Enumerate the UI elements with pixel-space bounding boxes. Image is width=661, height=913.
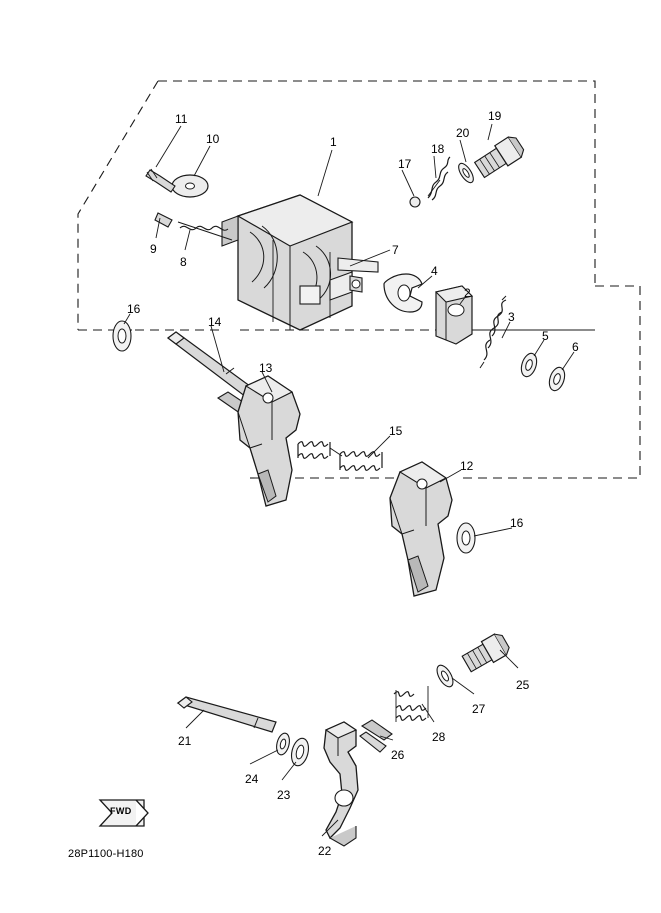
- callout-number-27: 27: [472, 702, 486, 716]
- callout-number-7: 7: [392, 243, 399, 257]
- callout-number-18: 18: [431, 142, 445, 156]
- callout-number-24: 24: [245, 772, 259, 786]
- callout-number-2: 2: [464, 286, 471, 300]
- callout-number-12: 12: [460, 459, 474, 473]
- callout-number-9: 9: [150, 242, 157, 256]
- callout-number-4: 4: [431, 264, 438, 278]
- callout-number-8: 8: [180, 255, 187, 269]
- callout-number-11: 11: [175, 112, 188, 126]
- callout-number-19: 19: [488, 109, 502, 123]
- callout-number-28: 28: [432, 730, 446, 744]
- fwd-direction-label: FWD: [110, 806, 132, 816]
- callout-number-21: 21: [178, 734, 192, 748]
- callout-number-22: 22: [318, 844, 332, 858]
- callout-number-10: 10: [206, 132, 220, 146]
- callout-number-14: 14: [208, 315, 222, 329]
- callout-number-17: 17: [398, 157, 412, 171]
- part-code-label: 28P1100-H180: [68, 848, 144, 860]
- callout-number-26: 26: [391, 748, 405, 762]
- callout-number-25: 25: [516, 678, 530, 692]
- callout-number-3: 3: [508, 310, 515, 324]
- callout-number-6: 6: [572, 340, 579, 354]
- callout-number-13: 13: [259, 361, 273, 375]
- callout-number-15: 15: [389, 424, 403, 438]
- callout-number-1: 1: [330, 135, 337, 149]
- callout-number-23: 23: [277, 788, 291, 802]
- callout-number-16a: 16: [127, 302, 141, 316]
- callout-number-5: 5: [542, 329, 549, 343]
- callout-number-16b: 16: [510, 516, 524, 530]
- callout-number-20: 20: [456, 126, 470, 140]
